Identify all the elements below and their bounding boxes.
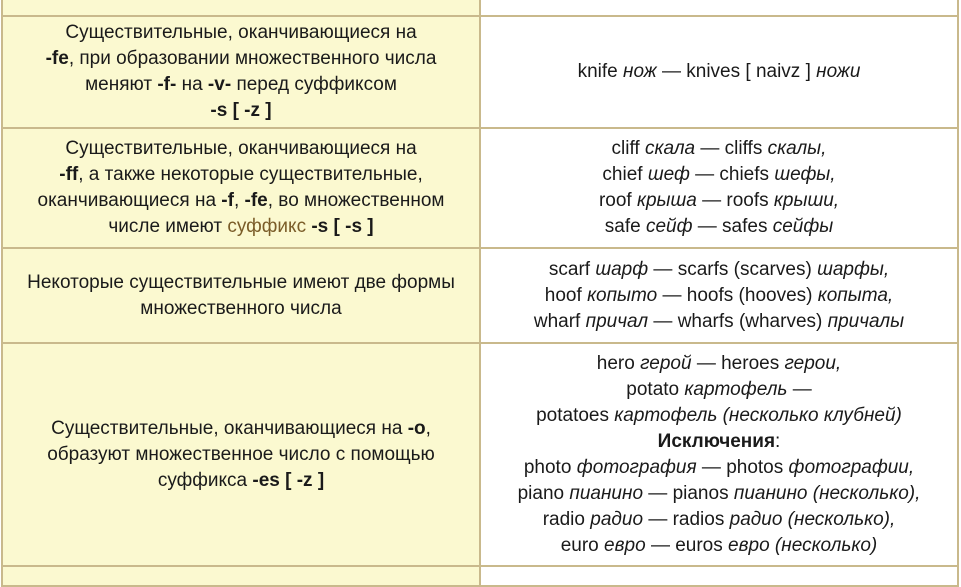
example-line (605, 216, 833, 237)
text-fragment: радио (590, 508, 644, 530)
text-fragment: шарф (595, 258, 649, 280)
rule-cell (2, 248, 480, 343)
text-fragment: : (775, 430, 781, 452)
text-fragment: radios (672, 508, 725, 530)
text-fragment: меняют (85, 74, 153, 95)
example-cell (480, 343, 958, 566)
text-fragment: — (653, 310, 673, 332)
example-line (602, 164, 835, 185)
text-fragment: оканчивающиеся на (37, 190, 217, 211)
text-fragment: причал (585, 310, 649, 332)
table-row-bottom-partial (2, 566, 958, 586)
text-fragment: фотография (576, 456, 697, 478)
text-fragment: шефы, (774, 164, 836, 185)
text-fragment: перед суффиксом (236, 74, 397, 95)
text-fragment: [ naivz ] (745, 61, 811, 82)
text-fragment: герой (640, 352, 692, 374)
text-fragment: -ff (59, 164, 79, 185)
text-fragment: -v- (207, 74, 232, 95)
text-fragment: roofs (726, 190, 769, 211)
example-line (549, 259, 889, 280)
text-fragment: , а также некоторые существительные, (78, 164, 423, 185)
text-fragment: образуют множественное число с помощью (47, 443, 435, 465)
example-line (578, 61, 861, 82)
text-fragment: knife (577, 61, 618, 82)
text-fragment: -fe (244, 190, 268, 211)
example-line (612, 138, 827, 159)
example-line (597, 353, 841, 374)
text-fragment: фотографии, (788, 456, 915, 478)
text-fragment: нож (623, 61, 657, 82)
rule-cell (2, 128, 480, 248)
text-fragment: euro (560, 534, 599, 556)
text-fragment: chief (602, 164, 643, 185)
text-fragment: Существительные, оканчивающиеся на (51, 417, 403, 439)
example-line (561, 535, 878, 556)
text-fragment: roof (598, 190, 632, 211)
text-fragment: wharfs (677, 310, 734, 332)
example-line (626, 379, 811, 400)
text-fragment: potato (626, 378, 680, 400)
text-fragment: крыша (636, 190, 697, 211)
example-line (534, 311, 904, 332)
text-fragment: euros (675, 534, 723, 556)
text-fragment: герои, (784, 352, 842, 374)
text-fragment: , (233, 190, 240, 211)
text-fragment: hoofs (686, 284, 734, 306)
text-fragment: шарфы, (817, 258, 890, 280)
text-fragment: wharf (533, 310, 581, 332)
text-fragment: сейфы (772, 216, 834, 237)
text-fragment: Существительные, оканчивающиеся на (65, 22, 417, 43)
example-cell (480, 16, 958, 128)
text-fragment: — (695, 164, 715, 185)
text-fragment: — (648, 508, 668, 530)
text-fragment: крыши, (773, 190, 840, 211)
text-fragment: Существительные, оканчивающиеся на (65, 138, 417, 159)
table-row (2, 343, 958, 566)
example-cell (480, 128, 958, 248)
text-fragment: — (702, 190, 722, 211)
text-fragment: -o (407, 417, 426, 439)
text-fragment: chiefs (719, 164, 770, 185)
text-fragment: — (697, 216, 717, 237)
text-fragment: heroes (721, 352, 780, 374)
text-fragment: — (696, 352, 716, 374)
text-fragment: -es [ -z ] (252, 469, 325, 491)
text-fragment: radio (542, 508, 585, 530)
text-fragment: — (661, 61, 681, 82)
text-fragment: knives (686, 61, 741, 82)
example-line (518, 483, 921, 504)
text-fragment: , во множественном (267, 190, 445, 211)
text-fragment: , при образовании множественного числа (68, 48, 437, 69)
text-fragment: — (700, 138, 720, 159)
rule-cell (2, 343, 480, 566)
example-line (545, 285, 893, 306)
text-fragment: суффикс (227, 216, 307, 237)
rule-cell-partial (2, 0, 480, 16)
text-fragment: safes (722, 216, 768, 237)
text-fragment: safe (604, 216, 641, 237)
exceptions-heading (658, 431, 781, 452)
text-fragment: пианино (569, 482, 644, 504)
table-row (2, 16, 958, 128)
text-fragment: potatoes (536, 404, 610, 426)
text-fragment: суффикса (157, 469, 248, 491)
text-fragment: пианино (несколько), (733, 482, 921, 504)
text-fragment: scarf (548, 258, 591, 280)
text-fragment: радио (несколько), (729, 508, 896, 530)
example-cell (480, 248, 958, 343)
text-fragment: hero (596, 352, 635, 374)
text-fragment: , (425, 417, 431, 439)
example-line (536, 405, 902, 426)
text-fragment: копыта, (817, 284, 894, 306)
text-fragment: piano (517, 482, 565, 504)
text-fragment: — (701, 456, 721, 478)
text-fragment: scarfs (677, 258, 729, 280)
example-line (543, 509, 896, 530)
text-fragment: -f (221, 190, 234, 211)
text-fragment: photos (726, 456, 784, 478)
text-fragment: ножи (816, 61, 861, 82)
rule-cell (2, 16, 480, 128)
text-fragment: — (792, 378, 812, 400)
text-fragment: множественного числа (140, 297, 342, 319)
text-fragment: — (662, 284, 682, 306)
table-row (2, 248, 958, 343)
text-fragment: cliff (611, 138, 640, 159)
text-fragment: — (653, 258, 673, 280)
text-fragment: картофель (несколько клубней) (614, 404, 902, 426)
text-fragment: скалы, (767, 138, 827, 159)
text-fragment: -s [ -z ] (210, 100, 272, 121)
example-line (599, 190, 839, 211)
text-fragment: -fe (45, 48, 69, 69)
rule-cell-partial (2, 566, 480, 586)
text-fragment: (scarves) (733, 258, 812, 280)
text-fragment: на (181, 74, 203, 95)
text-fragment: -f- (157, 74, 177, 95)
text-fragment: -s [ -s ] (311, 216, 374, 237)
text-fragment: скала (645, 138, 696, 159)
text-fragment: Исключения (657, 430, 776, 452)
example-cell-partial (480, 0, 958, 16)
text-fragment: (wharves) (738, 310, 823, 332)
text-fragment: шеф (647, 164, 690, 185)
text-fragment: pianos (672, 482, 729, 504)
plural-rules-table (1, 0, 959, 587)
text-fragment: евро (несколько) (728, 534, 878, 556)
text-fragment: причалы (827, 310, 905, 332)
table-row-top-partial (2, 0, 958, 16)
text-fragment: сейф (645, 216, 693, 237)
text-fragment: — (650, 534, 670, 556)
table-row (2, 128, 958, 248)
text-fragment: cliffs (724, 138, 763, 159)
text-fragment: Некоторые существительные имеют две формы (27, 271, 455, 293)
text-fragment: копыто (587, 284, 658, 306)
text-fragment: hoof (544, 284, 582, 306)
text-fragment: картофель (684, 378, 788, 400)
text-fragment: — (648, 482, 668, 504)
text-fragment: photo (523, 456, 572, 478)
example-cell-partial (480, 566, 958, 586)
text-fragment: евро (604, 534, 646, 556)
text-fragment: числе имеют (108, 216, 223, 237)
example-line (524, 457, 914, 478)
text-fragment: (hooves) (738, 284, 813, 306)
